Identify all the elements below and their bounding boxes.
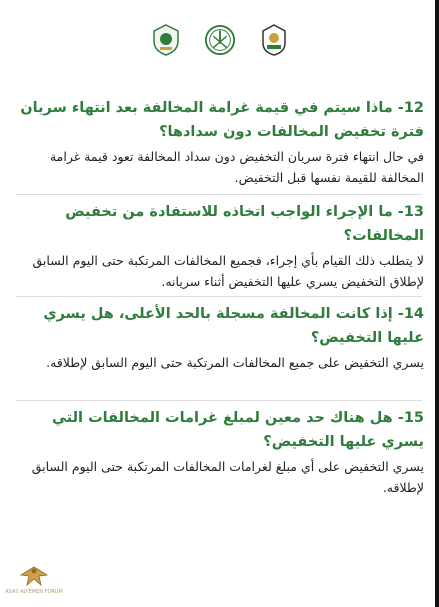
watermark bbox=[4, 563, 64, 603]
faq-question: 14- إذا كانت المخالفة مسجلة بالحد الأعلى، هل يسري عليها التخفيض؟ bbox=[43, 306, 424, 346]
watermark-text: ASAS ALYEMEN FORUM bbox=[5, 589, 63, 595]
faq-question: 13- ما الإجراء الواجب اتخاذه للاستفادة من تخفيض المخالفات؟ bbox=[65, 204, 424, 244]
divider bbox=[16, 400, 422, 401]
saudi-emblem-icon bbox=[204, 22, 236, 58]
faq-answer: يسري التخفيض على أي مبلغ لغرامات المخالفات المرتكبة حتى اليوم السابق لإطلاقه. bbox=[31, 459, 424, 495]
faq-question: 12- ماذا سيتم في قيمة غرامة المخالفة بعد انتهاء سريان فترة تخفيض المخالفات دون سدادها؟ bbox=[20, 100, 424, 140]
page-edge bbox=[435, 0, 439, 607]
faq-answer: لا يتطلب ذلك القيام بأي إجراء، فجميع المخالفات المرتكبة حتى اليوم السابق لإطلاق التخفيض يسري عليها التخفيض أثناء سريانه. bbox=[32, 253, 424, 289]
faq-item bbox=[16, 302, 424, 373]
emblem-right-icon bbox=[258, 22, 290, 58]
faq-item bbox=[16, 200, 424, 292]
eagle-logo-icon bbox=[17, 563, 51, 589]
faq-item bbox=[16, 406, 424, 498]
faq-question: 15- هل هناك حد معين لمبلغ غرامات المخالفات التي يسري عليها التخفيض؟ bbox=[52, 410, 424, 450]
faq-answer: يسري التخفيض على جميع المخالفات المرتكبة حتى اليوم السابق لإطلاقه. bbox=[46, 355, 424, 370]
header-logos bbox=[0, 20, 439, 60]
faq-item bbox=[16, 96, 424, 188]
divider bbox=[16, 296, 422, 297]
emblem-left-icon bbox=[150, 22, 182, 58]
divider bbox=[16, 194, 422, 195]
faq-answer: في حال انتهاء فترة سريان التخفيض دون سداد المخالفة تعود قيمة غرامة المخالفة للقيمة نفسها قبل التخفيض. bbox=[49, 149, 424, 185]
